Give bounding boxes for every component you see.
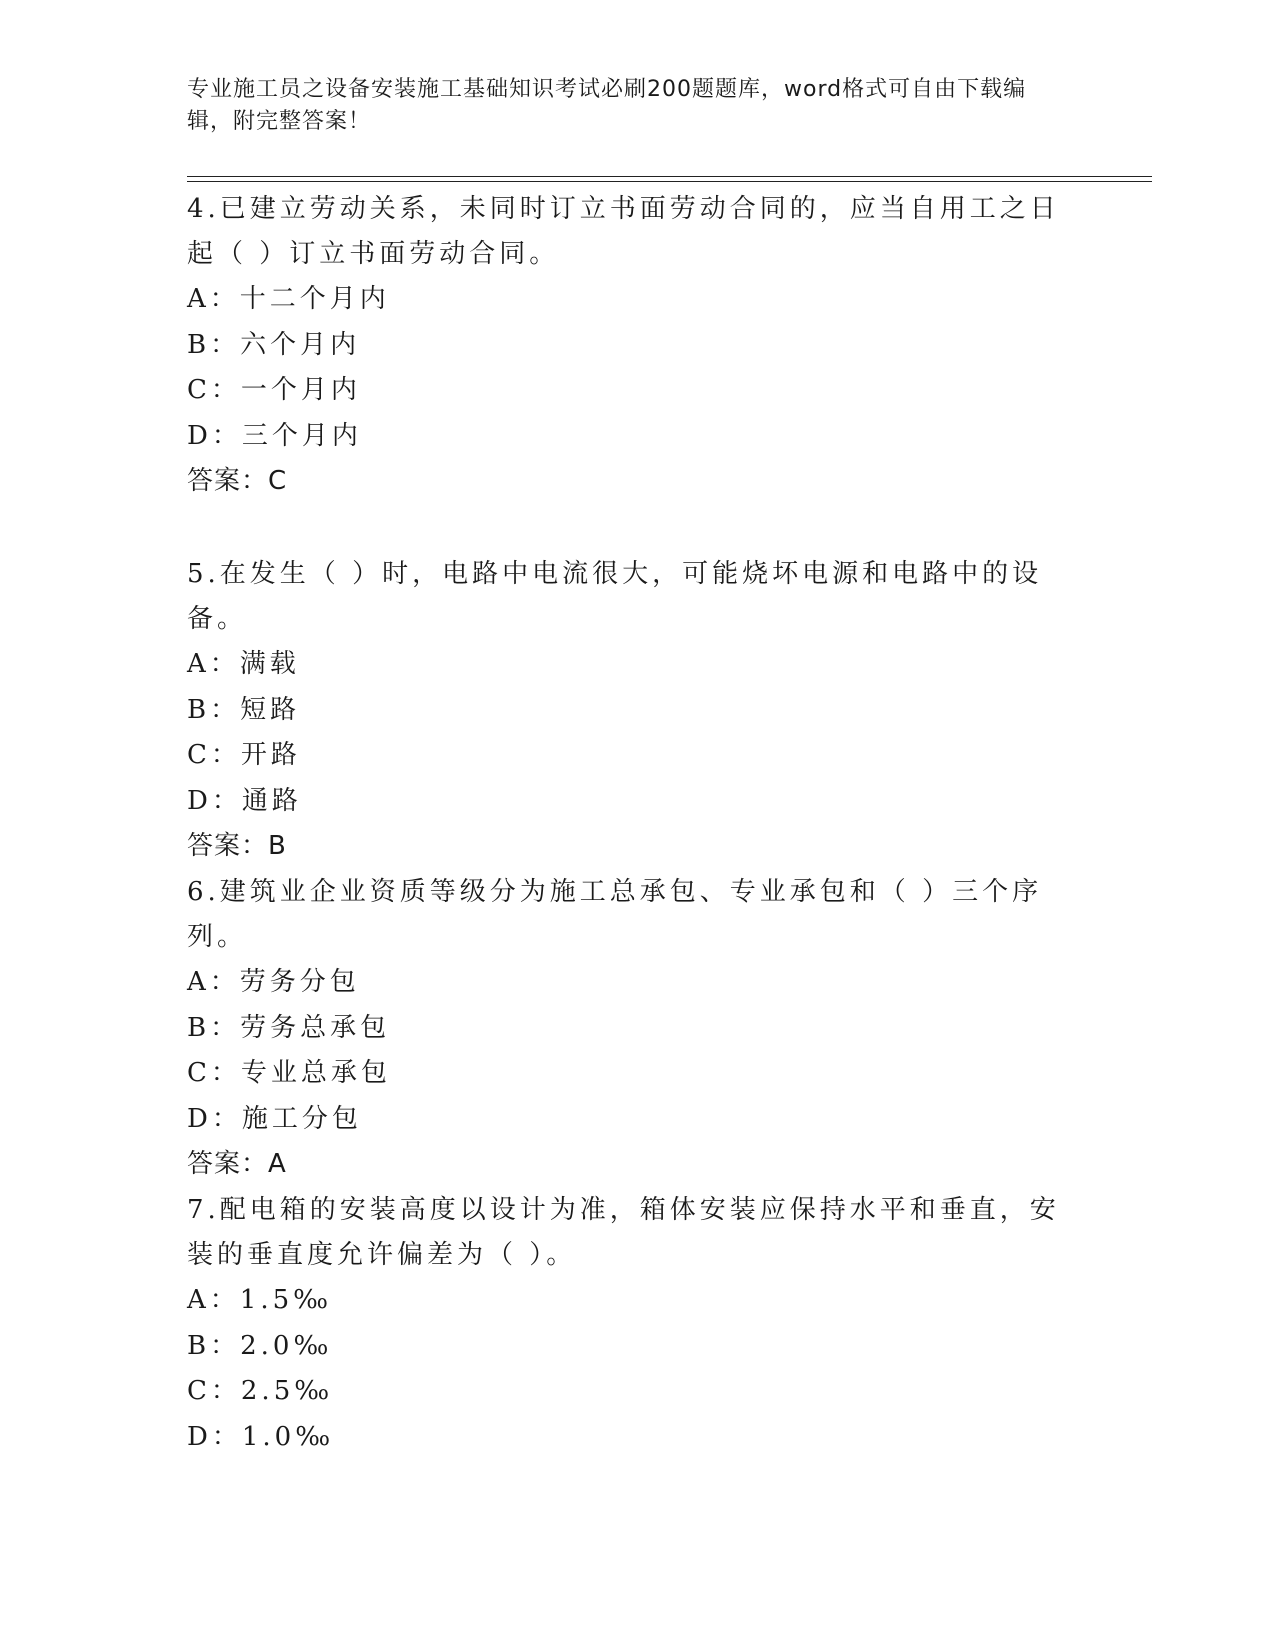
header-divider-bottom [187, 181, 1152, 182]
question-stem: 5.在发生（ ）时，电路中电流很大，可能烧坏电源和电路中的设备。 [187, 559, 1043, 634]
option-b: B：短路 [187, 694, 301, 725]
question-stem: 4.已建立劳动关系，未同时订立书面劳动合同的，应当自用工之日起（ ）订立书面劳动合同。 [187, 194, 1060, 269]
option-d: D：1.0‰ [187, 1421, 335, 1452]
option-b: B：劳务总承包 [187, 1012, 391, 1043]
option-c: C：开路 [187, 740, 301, 770]
option-c: C：一个月内 [187, 375, 361, 405]
question-7 [187, 1188, 1067, 1460]
document-page [187, 0, 1152, 1650]
document-header: 专业施工员之设备安装施工基础知识考试必刷200题题库，word格式可自由下载编辑，附完整答案！ [187, 77, 1027, 134]
option-d: D：三个月内 [187, 420, 362, 451]
option-a: A：满载 [187, 649, 300, 679]
answer: 答案：C [187, 466, 288, 496]
answer: 答案：B [187, 831, 287, 861]
option-d: D：通路 [187, 785, 302, 816]
option-c: C：2.5‰ [187, 1376, 334, 1406]
option-c: C：专业总承包 [187, 1058, 391, 1088]
answer: 答案：A [187, 1149, 287, 1179]
question-6 [187, 870, 1067, 1188]
option-a: A：十二个月内 [187, 284, 390, 314]
option-a: A：劳务分包 [187, 967, 360, 997]
question-stem: 6.建筑业企业资质等级分为施工总承包、专业承包和（ ）三个序列。 [187, 877, 1043, 952]
question-5 [187, 552, 1067, 870]
header-divider-top [187, 176, 1152, 177]
question-4 [187, 187, 1067, 505]
option-b: B：六个月内 [187, 329, 361, 360]
question-stem: 7.配电箱的安装高度以设计为准，箱体安装应保持水平和垂直，安装的垂直度允许偏差为（ ）。 [187, 1195, 1060, 1270]
option-b: B：2.0‰ [187, 1330, 333, 1361]
option-a: A：1.5‰ [187, 1285, 333, 1315]
option-d: D：施工分包 [187, 1103, 362, 1134]
